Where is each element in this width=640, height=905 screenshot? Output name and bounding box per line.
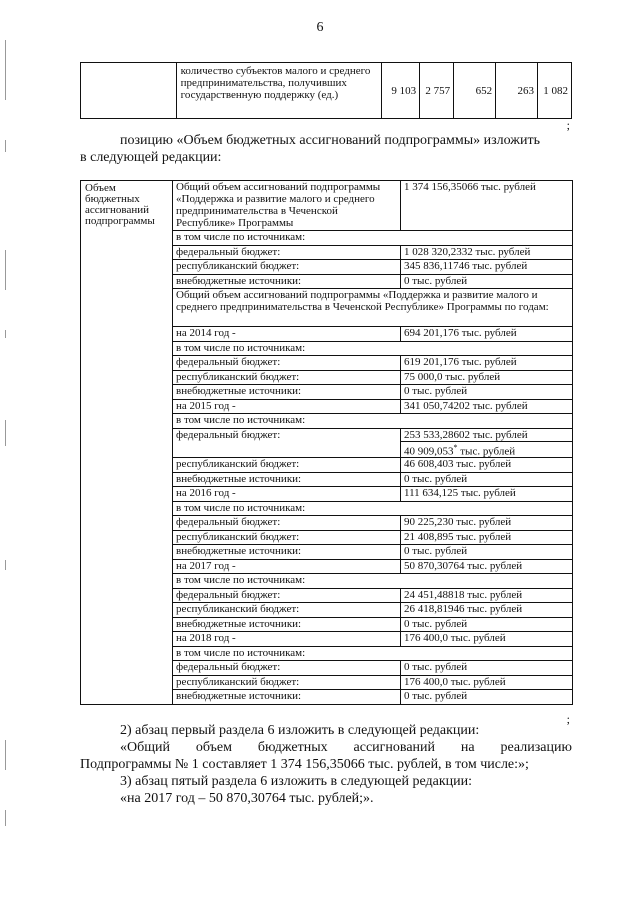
- top-table-label: количество субъектов малого и среднего предпринимательства, получивших государственную поддержку (ед.): [176, 63, 382, 119]
- top-table-value: 1 082: [537, 63, 571, 119]
- budget-row-label: в том числе по источникам:: [173, 341, 573, 356]
- quote-word: ассигнований: [353, 740, 436, 755]
- budget-table-header: Объем бюджетных ассигнований подпрограммы: [81, 181, 173, 705]
- footnote-asterisk: *: [453, 442, 458, 452]
- top-table-value: 9 103: [382, 63, 420, 119]
- budget-row-label: в том числе по источникам:: [173, 414, 573, 429]
- budget-row-value: 90 225,230 тыс. рублей: [401, 516, 573, 531]
- paragraph-2: 2) абзац первый раздела 6 изложить в следующей редакции:: [120, 723, 480, 738]
- budget-row-label: республиканский бюджет:: [173, 530, 401, 545]
- paragraph-3: 3) абзац пятый раздела 6 изложить в следующей редакции:: [120, 774, 472, 789]
- budget-row-value: 21 408,895 тыс. рублей: [401, 530, 573, 545]
- budget-row-label: внебюджетные источники:: [173, 617, 401, 632]
- budget-row-label: на 2015 год -: [173, 399, 401, 414]
- budget-row-value: 694 201,176 тыс. рублей: [401, 327, 573, 342]
- budget-row-label: в том числе по источникам:: [173, 231, 573, 246]
- top-table: [80, 62, 572, 119]
- budget-row-value: 0 тыс. рублей: [401, 690, 573, 705]
- paragraph-3-quote: «на 2017 год – 50 870,30764 тыс. рублей;».: [120, 791, 374, 806]
- budget-row-value: 26 418,81946 тыс. рублей: [401, 603, 573, 618]
- budget-row-label: на 2016 год -: [173, 487, 401, 502]
- budget-row-label: федеральный бюджет:: [173, 245, 401, 260]
- budget-row-value: 50 870,30764 тыс. рублей: [401, 559, 573, 574]
- budget-row-label: в том числе по источникам:: [173, 574, 573, 589]
- secondary-amount: 40 909,053: [404, 445, 454, 458]
- budget-row-value: [401, 428, 573, 458]
- budget-row-value: 75 000,0 тыс. рублей: [401, 370, 573, 385]
- budget-row-value: 1 028 320,2332 тыс. рублей: [401, 245, 573, 260]
- budget-allocation-table: [80, 180, 573, 705]
- budget-row-label: республиканский бюджет:: [173, 370, 401, 385]
- intro-paragraph: [80, 132, 572, 166]
- secondary-unit: тыс. рублей: [457, 445, 516, 458]
- intro-line-1: позицию «Объем бюджетных ассигнований подпрограммы» изложить: [120, 133, 540, 148]
- quote-word: «Общий: [120, 740, 170, 755]
- budget-row-label: федеральный бюджет:: [173, 356, 401, 371]
- budget-row-label: республиканский бюджет:: [173, 458, 401, 473]
- budget-row-value: 176 400,0 тыс. рублей: [401, 632, 573, 647]
- budget-row-label: внебюджетные источники:: [173, 385, 401, 400]
- budget-row-value-primary: 253 533,28602 тыс. рублей: [401, 429, 572, 442]
- budget-row-value: 345 836,11746 тыс. рублей: [401, 260, 573, 275]
- quote-word: реализацию: [500, 740, 572, 755]
- budget-row-label: федеральный бюджет:: [173, 428, 401, 458]
- budget-table-row: [81, 181, 573, 231]
- top-table-value: 2 757: [420, 63, 454, 119]
- paragraph-2-quote-line-2: Подпрограммы № 1 составляет 1 374 156,35066 тыс. рублей, в том числе:»;: [80, 757, 529, 772]
- budget-row-label: Общий объем ассигнований подпрограммы «Поддержка и развитие малого и среднего предпринимательства в Чеченской Республике» Программы по годам:: [173, 289, 573, 327]
- budget-row-value: 0 тыс. рублей: [401, 617, 573, 632]
- quote-word: на: [460, 740, 475, 755]
- intro-line-2: в следующей редакции:: [80, 150, 222, 165]
- budget-row-label: внебюджетные источники:: [173, 690, 401, 705]
- budget-row-value-secondary: [401, 442, 572, 458]
- budget-row-value: 46 608,403 тыс. рублей: [401, 458, 573, 473]
- budget-row-value: 111 634,125 тыс. рублей: [401, 487, 573, 502]
- budget-row-label: в том числе по источникам:: [173, 501, 573, 516]
- budget-row-label: на 2017 год -: [173, 559, 401, 574]
- budget-row-label: федеральный бюджет:: [173, 588, 401, 603]
- budget-row-label: республиканский бюджет:: [173, 675, 401, 690]
- budget-row-value: 1 374 156,35066 тыс. рублей: [401, 181, 573, 231]
- amendments-block: [80, 722, 572, 807]
- budget-row-label: федеральный бюджет:: [173, 516, 401, 531]
- budget-row-label: Общий объем ассигнований подпрограммы «Поддержка и развитие малого и среднего предпринимательства в Чеченской Республике» Программы: [173, 181, 401, 231]
- budget-row-value: 0 тыс. рублей: [401, 385, 573, 400]
- budget-row-value: 0 тыс. рублей: [401, 274, 573, 289]
- semicolon-mark-2: ;: [566, 712, 570, 726]
- budget-row-value: 176 400,0 тыс. рублей: [401, 675, 573, 690]
- budget-row-value: 0 тыс. рублей: [401, 661, 573, 676]
- page-number: 6: [316, 20, 324, 35]
- top-table-value: 263: [496, 63, 538, 119]
- quote-word: объем: [195, 740, 232, 755]
- budget-row-value: 619 201,176 тыс. рублей: [401, 356, 573, 371]
- budget-row-label: внебюджетные источники:: [173, 274, 401, 289]
- budget-row-label: внебюджетные источники:: [173, 472, 401, 487]
- top-table-empty-cell: [81, 63, 177, 119]
- semicolon-mark: ;: [566, 118, 570, 132]
- budget-row-label: внебюджетные источники:: [173, 545, 401, 560]
- budget-row-label: на 2018 год -: [173, 632, 401, 647]
- paragraph-2-quote-line-1: [80, 739, 572, 756]
- top-table-value: 652: [454, 63, 496, 119]
- budget-row-value: 0 тыс. рублей: [401, 545, 573, 560]
- scan-margin-marks: [0, 0, 12, 905]
- budget-row-label: федеральный бюджет:: [173, 661, 401, 676]
- budget-row-label: республиканский бюджет:: [173, 603, 401, 618]
- budget-row-value: 341 050,74202 тыс. рублей: [401, 399, 573, 414]
- quote-word: бюджетных: [257, 740, 328, 755]
- budget-row-value: 0 тыс. рублей: [401, 472, 573, 487]
- budget-row-label: республиканский бюджет:: [173, 260, 401, 275]
- budget-row-label: в том числе по источникам:: [173, 646, 573, 661]
- budget-row-label: на 2014 год -: [173, 327, 401, 342]
- budget-row-value: 24 451,48818 тыс. рублей: [401, 588, 573, 603]
